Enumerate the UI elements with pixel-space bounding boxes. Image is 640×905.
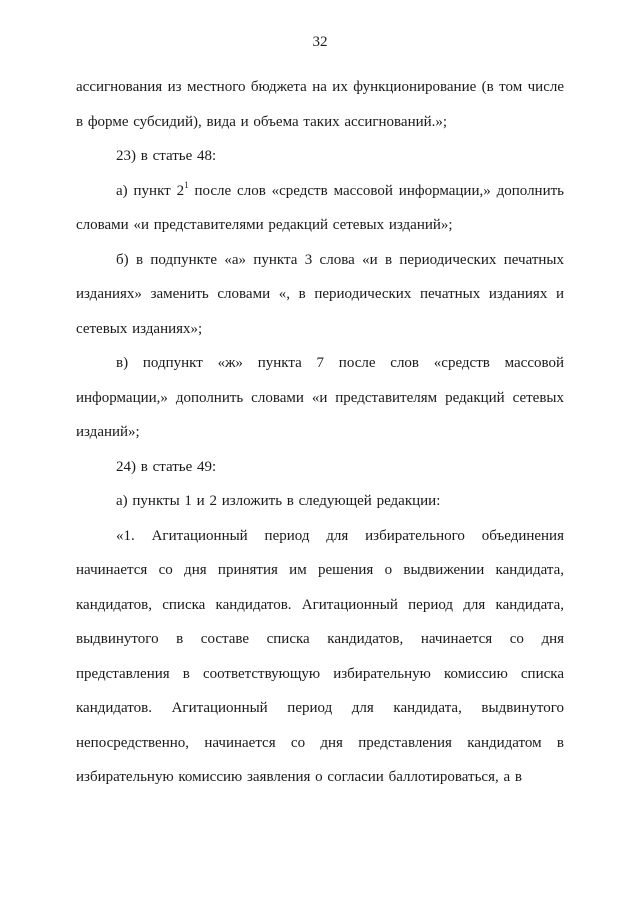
paragraph-item-23b: б) в подпункте «а» пункта 3 слова «и в периодических печатных изданиях» заменить словами «, в периодических печатных изданиях и сетевых изданиях»; <box>76 251 564 337</box>
page-number: 32 <box>312 34 328 50</box>
paragraph-continuation: ассигнования из местного бюджета на их функционирование (в том числе в форме субсидий), вида и объема таких ассигнований.»; <box>76 79 564 130</box>
superscript-index: 1 <box>184 179 189 190</box>
paragraph-item-23a-rest: после слов «средств массовой информации,» дополнить словами «и представителями редакций сетевых изданий»; <box>76 182 565 233</box>
paragraph-item-23: 23) в статье 48: <box>116 148 217 164</box>
paragraph-item-23v: в) подпункт «ж» пункта 7 после слов «средств массовой информации,» дополнить словами «и представителям редакций сетевых изданий»; <box>76 355 564 440</box>
document-body <box>76 70 564 795</box>
paragraph-quoted-point-1: «1. Агитационный период для избирательного объединения начинается со дня принятия им решения о выдвижении кандидата, кандидатов, списка кандидатов. Агитационный период для кандидата, выдвинутого в составе списка кандидатов, начинается со дня представления в соответствующую избирательную комиссию списка кандидатов. Агитационный период для кандидата, выдвинутого непосредственно, начинается со дня представления кандидатом в избирательную комиссию заявления о согласии баллотироваться, а в <box>76 527 564 785</box>
paragraph-item-23a <box>76 174 564 243</box>
paragraph-item-24a: а) пункты 1 и 2 изложить в следующей редакции: <box>116 493 441 509</box>
paragraph-item-23a-start: а) пункт 2 <box>116 182 185 199</box>
paragraph-item-24: 24) в статье 49: <box>116 458 217 475</box>
